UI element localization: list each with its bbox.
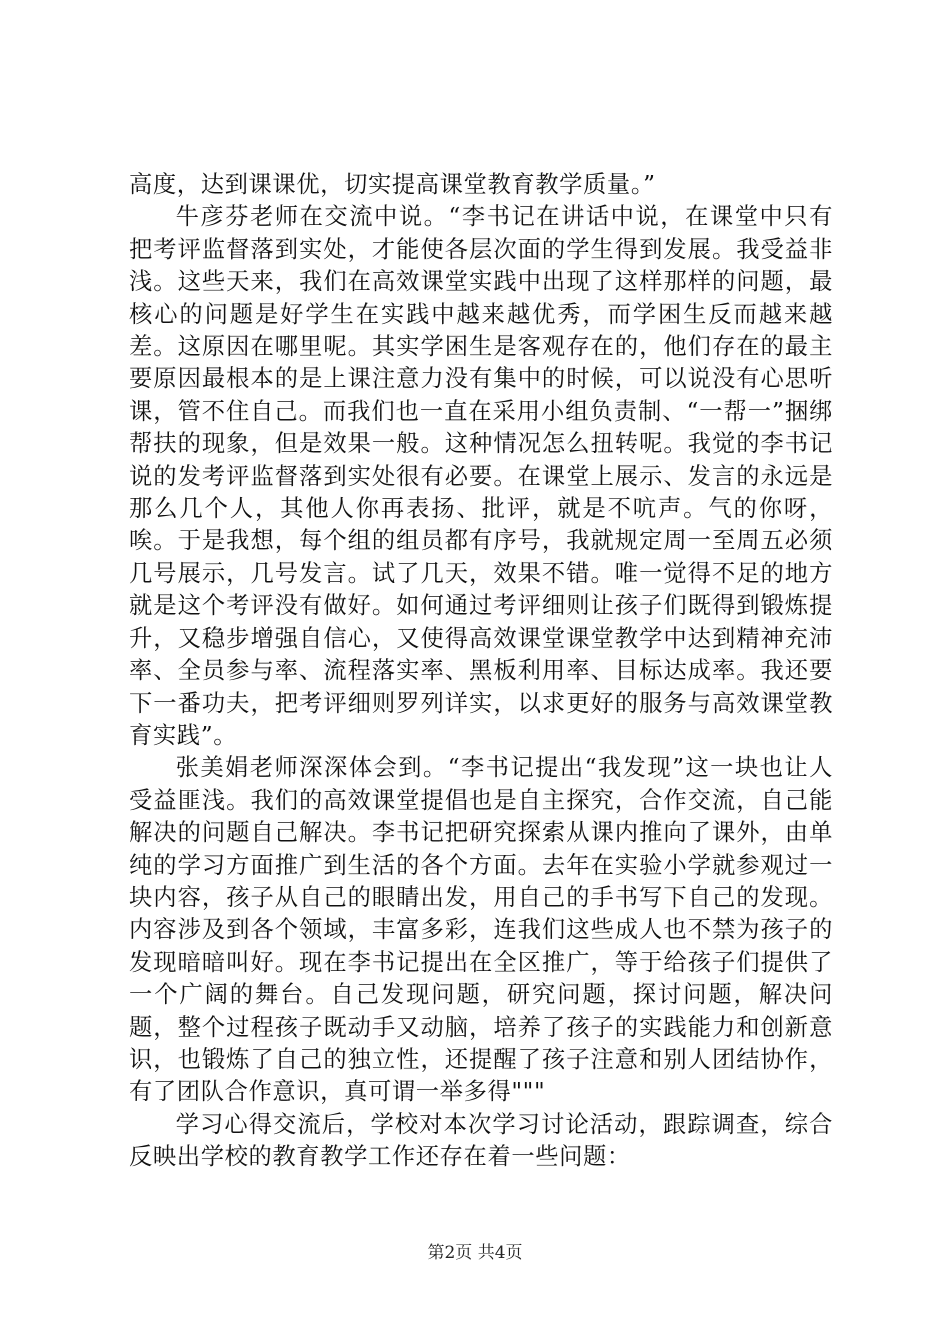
page-number-footer: 第2页 共4页: [427, 1243, 523, 1263]
paragraph-summary: 学习心得交流后，学校对本次学习讨论活动，跟踪调查，综合反映出学校的教育教学工作还存在着一些问题：: [129, 1110, 833, 1171]
paragraph-niu-yanfen: 牛彦芬老师在交流中说。“李书记在讲话中说，在课堂中只有把考评监督落到实处，才能使各层次面的学生得到发展。我受益非浅。这些天来，我们在高效课堂实践中出现了这样那样的问题，最核心的问题是好学生在实践中越来越优秀，而学困生反而越来越差。这原因在哪里呢。其实学困生是客观存在的，他们存在的最主要原因最根本的是上课注意力没有集中的时候，可以说没有心思听课，管不住自己。而我们也一直在采用小组负责制、“一帮一”捆绑帮扶的现象，但是效果一般。这种情况怎么扭转呢。我觉的李书记说的发考评监督落到实处很有必要。在课堂上展示、发言的永远是那么几个人，其他人你再表扬、批评，就是不吭声。气的你呀，唉。于是我想，每个组的组员都有序号，我就规定周一至周五必须几号展示，几号发言。试了几天，效果不错。唯一觉得不足的地方就是这个考评没有做好。如何通过考评细则让孩子们既得到锻炼提升，又稳步增强自信心，又使得高效课堂课堂教学中达到精神充沛率、全员参与率、流程落实率、黑板利用率、目标达成率。我还要下一番功夫，把考评细则罗列详实，以求更好的服务与高效课堂教育实践”。: [129, 203, 833, 749]
paragraph-zhang-meijuan: 张美娟老师深深体会到。“李书记提出“我发现”这一块也让人受益匪浅。我们的高效课堂提倡也是自主探究，合作交流，自己能解决的问题自己解决。李书记把研究探索从课内推向了课外，由单纯的学习方面推广到生活的各个方面。去年在实验小学就参观过一块内容，孩子从自己的眼睛出发，用自己的手书写下自己的发现。内容涉及到各个领域，丰富多彩，连我们这些成人也不禁为孩子的发现暗暗叫好。现在李书记提出在全区推广，等于给孩子们提供了一个广阔的舞台。自己发现问题，研究问题，探讨问题，解决问题，整个过程孩子既动手又动脑，培养了孩子的实践能力和创新意识，也锻炼了自己的独立性，还提醒了孩子注意和别人团结协作，有了团队合作意识，真可谓一举多得""": [129, 754, 833, 1106]
paragraph-continuation: 高度，达到课课优，切实提高课堂教育教学质量。”: [129, 171, 656, 198]
document-body: [129, 169, 833, 1174]
